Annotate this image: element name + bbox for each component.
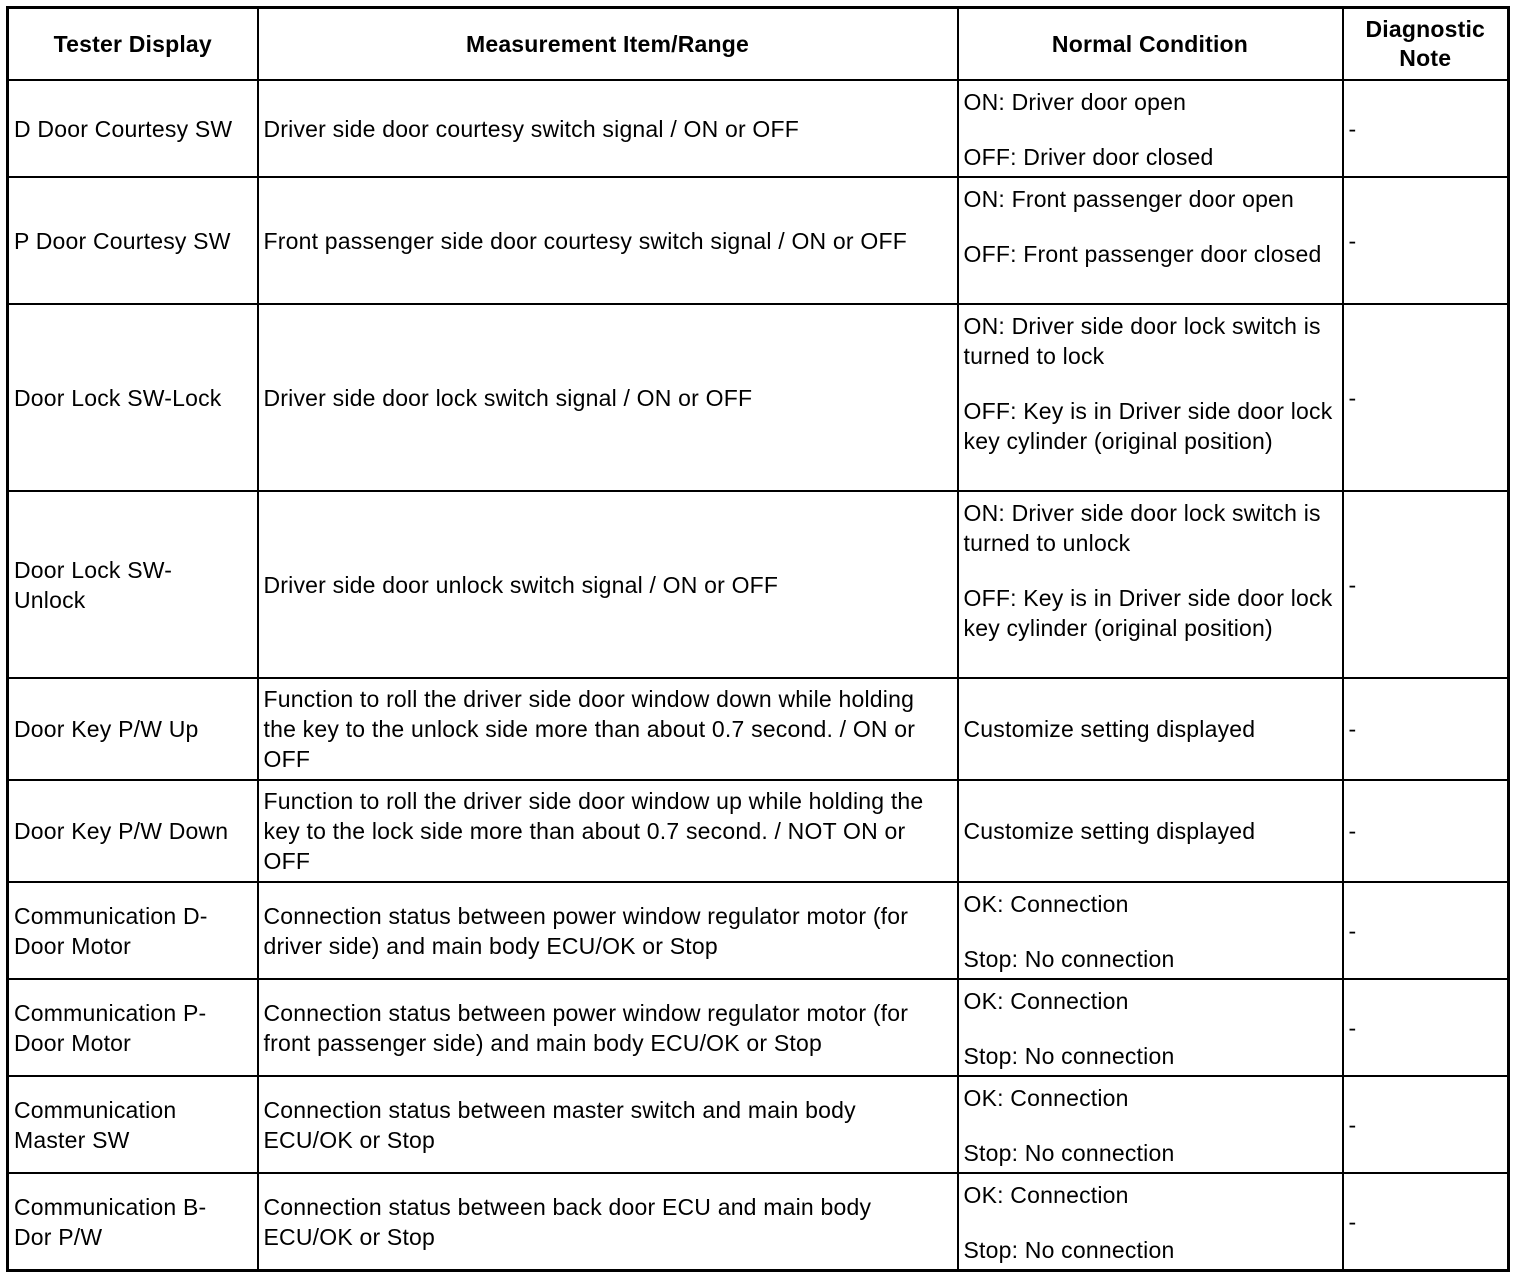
condition-line: OFF: Key is in Driver side door lock key cylinder (original position) bbox=[963, 398, 1333, 454]
condition-line: OFF: Key is in Driver side door lock key cylinder (original position) bbox=[963, 585, 1333, 641]
measurement-cell: Connection status between power window regulator motor (for driver side) and main body ECU/OK or Stop bbox=[258, 882, 958, 979]
condition-line: Customize setting displayed bbox=[963, 818, 1256, 844]
condition-line: ON: Driver side door lock switch is turned to unlock bbox=[963, 500, 1321, 556]
condition-line: ON: Front passenger door open bbox=[963, 186, 1295, 212]
condition-line: OK: Connection bbox=[963, 1085, 1129, 1111]
condition-line: Stop: No connection bbox=[963, 946, 1175, 972]
condition-line: OFF: Driver door closed bbox=[963, 144, 1214, 170]
header-normal-condition: Normal Condition bbox=[958, 8, 1343, 81]
tester-display-cell: Door Key P/W Up bbox=[8, 678, 258, 780]
normal-condition-cell bbox=[958, 979, 1343, 1076]
table-row bbox=[8, 678, 1509, 780]
data-list-table bbox=[6, 6, 1510, 1272]
header-measurement-item: Measurement Item/Range bbox=[258, 8, 958, 81]
measurement-cell: Driver side door unlock switch signal / ON or OFF bbox=[258, 491, 958, 678]
diagnostic-note-cell: - bbox=[1343, 304, 1509, 491]
condition-line: Customize setting displayed bbox=[963, 716, 1256, 742]
diagnostic-note-cell: - bbox=[1343, 1173, 1509, 1271]
tester-display-cell: D Door Courtesy SW bbox=[8, 80, 258, 177]
normal-condition-cell bbox=[958, 882, 1343, 979]
condition-line: OK: Connection bbox=[963, 891, 1129, 917]
table-row bbox=[8, 1173, 1509, 1271]
table-row bbox=[8, 177, 1509, 304]
condition-line: ON: Driver side door lock switch is turned to lock bbox=[963, 313, 1321, 369]
normal-condition-cell bbox=[958, 177, 1343, 304]
condition-line: Stop: No connection bbox=[963, 1043, 1175, 1069]
normal-condition-cell bbox=[958, 1173, 1343, 1271]
tester-display-cell: Door Key P/W Down bbox=[8, 780, 258, 882]
condition-line: Stop: No connection bbox=[963, 1140, 1175, 1166]
normal-condition-cell bbox=[958, 304, 1343, 491]
tester-display-cell: Door Lock SW-Unlock bbox=[8, 491, 258, 678]
tester-display-cell: Door Lock SW-Lock bbox=[8, 304, 258, 491]
normal-condition-cell bbox=[958, 678, 1343, 780]
condition-line: OK: Connection bbox=[963, 1182, 1129, 1208]
diagnostic-note-cell: - bbox=[1343, 979, 1509, 1076]
tester-display-cell: Communication D-Door Motor bbox=[8, 882, 258, 979]
table-header-row bbox=[8, 8, 1509, 81]
diagnostic-note-cell: - bbox=[1343, 1076, 1509, 1173]
header-diagnostic-note: Diagnostic Note bbox=[1343, 8, 1509, 81]
tester-display-cell: Communication Master SW bbox=[8, 1076, 258, 1173]
table-row bbox=[8, 304, 1509, 491]
measurement-cell: Function to roll the driver side door window up while holding the key to the lock side more than about 0.7 second. / NOT ON or OFF bbox=[258, 780, 958, 882]
diagnostic-note-cell: - bbox=[1343, 177, 1509, 304]
tester-display-cell: Communication B-Dor P/W bbox=[8, 1173, 258, 1271]
measurement-cell: Connection status between master switch and main body ECU/OK or Stop bbox=[258, 1076, 958, 1173]
diagnostic-note-cell: - bbox=[1343, 882, 1509, 979]
measurement-cell: Driver side door courtesy switch signal / ON or OFF bbox=[258, 80, 958, 177]
table-row bbox=[8, 780, 1509, 882]
normal-condition-cell bbox=[958, 80, 1343, 177]
tester-display-cell: P Door Courtesy SW bbox=[8, 177, 258, 304]
header-tester-display: Tester Display bbox=[8, 8, 258, 81]
measurement-cell: Function to roll the driver side door window down while holding the key to the unlock side more than about 0.7 second. / ON or OFF bbox=[258, 678, 958, 780]
condition-line: ON: Driver door open bbox=[963, 89, 1187, 115]
diagnostic-note-cell: - bbox=[1343, 491, 1509, 678]
diagnostic-note-cell: - bbox=[1343, 780, 1509, 882]
table-row bbox=[8, 491, 1509, 678]
condition-line: Stop: No connection bbox=[963, 1237, 1175, 1263]
table-row bbox=[8, 979, 1509, 1076]
measurement-cell: Front passenger side door courtesy switch signal / ON or OFF bbox=[258, 177, 958, 304]
normal-condition-cell bbox=[958, 1076, 1343, 1173]
condition-line: OK: Connection bbox=[963, 988, 1129, 1014]
diagnostic-note-cell: - bbox=[1343, 678, 1509, 780]
table-row bbox=[8, 1076, 1509, 1173]
table-row bbox=[8, 80, 1509, 177]
normal-condition-cell bbox=[958, 491, 1343, 678]
condition-line: OFF: Front passenger door closed bbox=[963, 241, 1322, 267]
measurement-cell: Connection status between back door ECU and main body ECU/OK or Stop bbox=[258, 1173, 958, 1271]
tester-display-cell: Communication P-Door Motor bbox=[8, 979, 258, 1076]
normal-condition-cell bbox=[958, 780, 1343, 882]
table-row bbox=[8, 882, 1509, 979]
diagnostic-note-cell: - bbox=[1343, 80, 1509, 177]
measurement-cell: Connection status between power window regulator motor (for front passenger side) and main body ECU/OK or Stop bbox=[258, 979, 958, 1076]
measurement-cell: Driver side door lock switch signal / ON or OFF bbox=[258, 304, 958, 491]
